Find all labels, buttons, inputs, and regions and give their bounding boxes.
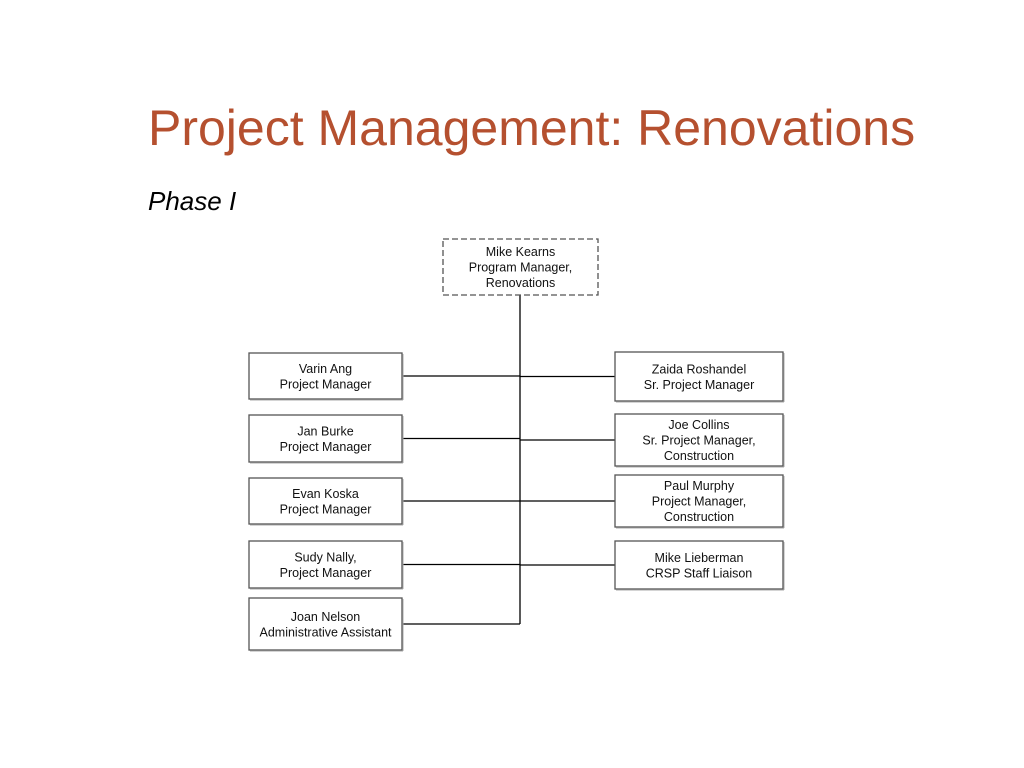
org-node-name: Joe Collins <box>668 418 730 432</box>
org-node-role: Renovations <box>485 276 556 290</box>
org-node-name: Paul Murphy <box>663 479 735 493</box>
org-node-varin-ang <box>249 353 403 400</box>
nodes <box>249 239 784 651</box>
org-node-role: Project Manager <box>279 502 372 517</box>
org-node-joe-collins <box>615 414 784 467</box>
org-node-joan-nelson <box>249 598 403 651</box>
org-node-role: Sr. Project Manager, <box>642 433 756 448</box>
org-node-mike-lieberman <box>615 541 784 590</box>
org-node-role: Construction <box>663 449 735 463</box>
org-node-box <box>249 598 402 650</box>
org-node-mike-kearns <box>443 239 598 295</box>
org-node-name: Varin Ang <box>298 361 353 376</box>
org-node-role: Sr. Project Manager <box>643 377 755 392</box>
org-node-box <box>249 353 402 399</box>
org-node-name: Mike Kearns <box>485 245 556 259</box>
org-node-role: Project Manager <box>279 565 372 580</box>
slide-title: Project Management: Renovations <box>148 100 916 156</box>
org-node-role: Program Manager, <box>468 260 573 275</box>
slide-subtitle: Phase I <box>148 186 237 216</box>
org-node-name: Evan Koska <box>292 486 359 501</box>
org-node-role: Project Manager <box>279 439 372 454</box>
org-node-paul-murphy <box>615 475 784 528</box>
org-node-name: Joan Nelson <box>290 609 361 624</box>
connectors <box>402 295 615 624</box>
org-node-box <box>249 478 402 524</box>
org-node-role: CRSP Staff Liaison <box>645 566 753 581</box>
org-node-name: Zaida Roshandel <box>651 362 747 377</box>
org-node-sudy-nally <box>249 541 403 589</box>
org-node-role: Project Manager <box>279 377 372 392</box>
org-node-box <box>249 415 402 462</box>
org-node-jan-burke <box>249 415 403 463</box>
org-node-role: Administrative Assistant <box>259 625 392 640</box>
org-node-name: Sudy Nally, <box>294 550 357 565</box>
org-node-evan-koska <box>249 478 403 525</box>
org-node-box <box>615 352 783 401</box>
org-node-name: Jan Burke <box>297 424 354 439</box>
org-node-box <box>615 541 783 589</box>
org-node-zaida-roshandel <box>615 352 784 402</box>
org-node-box <box>249 541 402 588</box>
org-node-name: Mike Lieberman <box>654 550 744 565</box>
org-node-role: Project Manager, <box>651 494 747 509</box>
org-node-role: Construction <box>663 510 735 524</box>
